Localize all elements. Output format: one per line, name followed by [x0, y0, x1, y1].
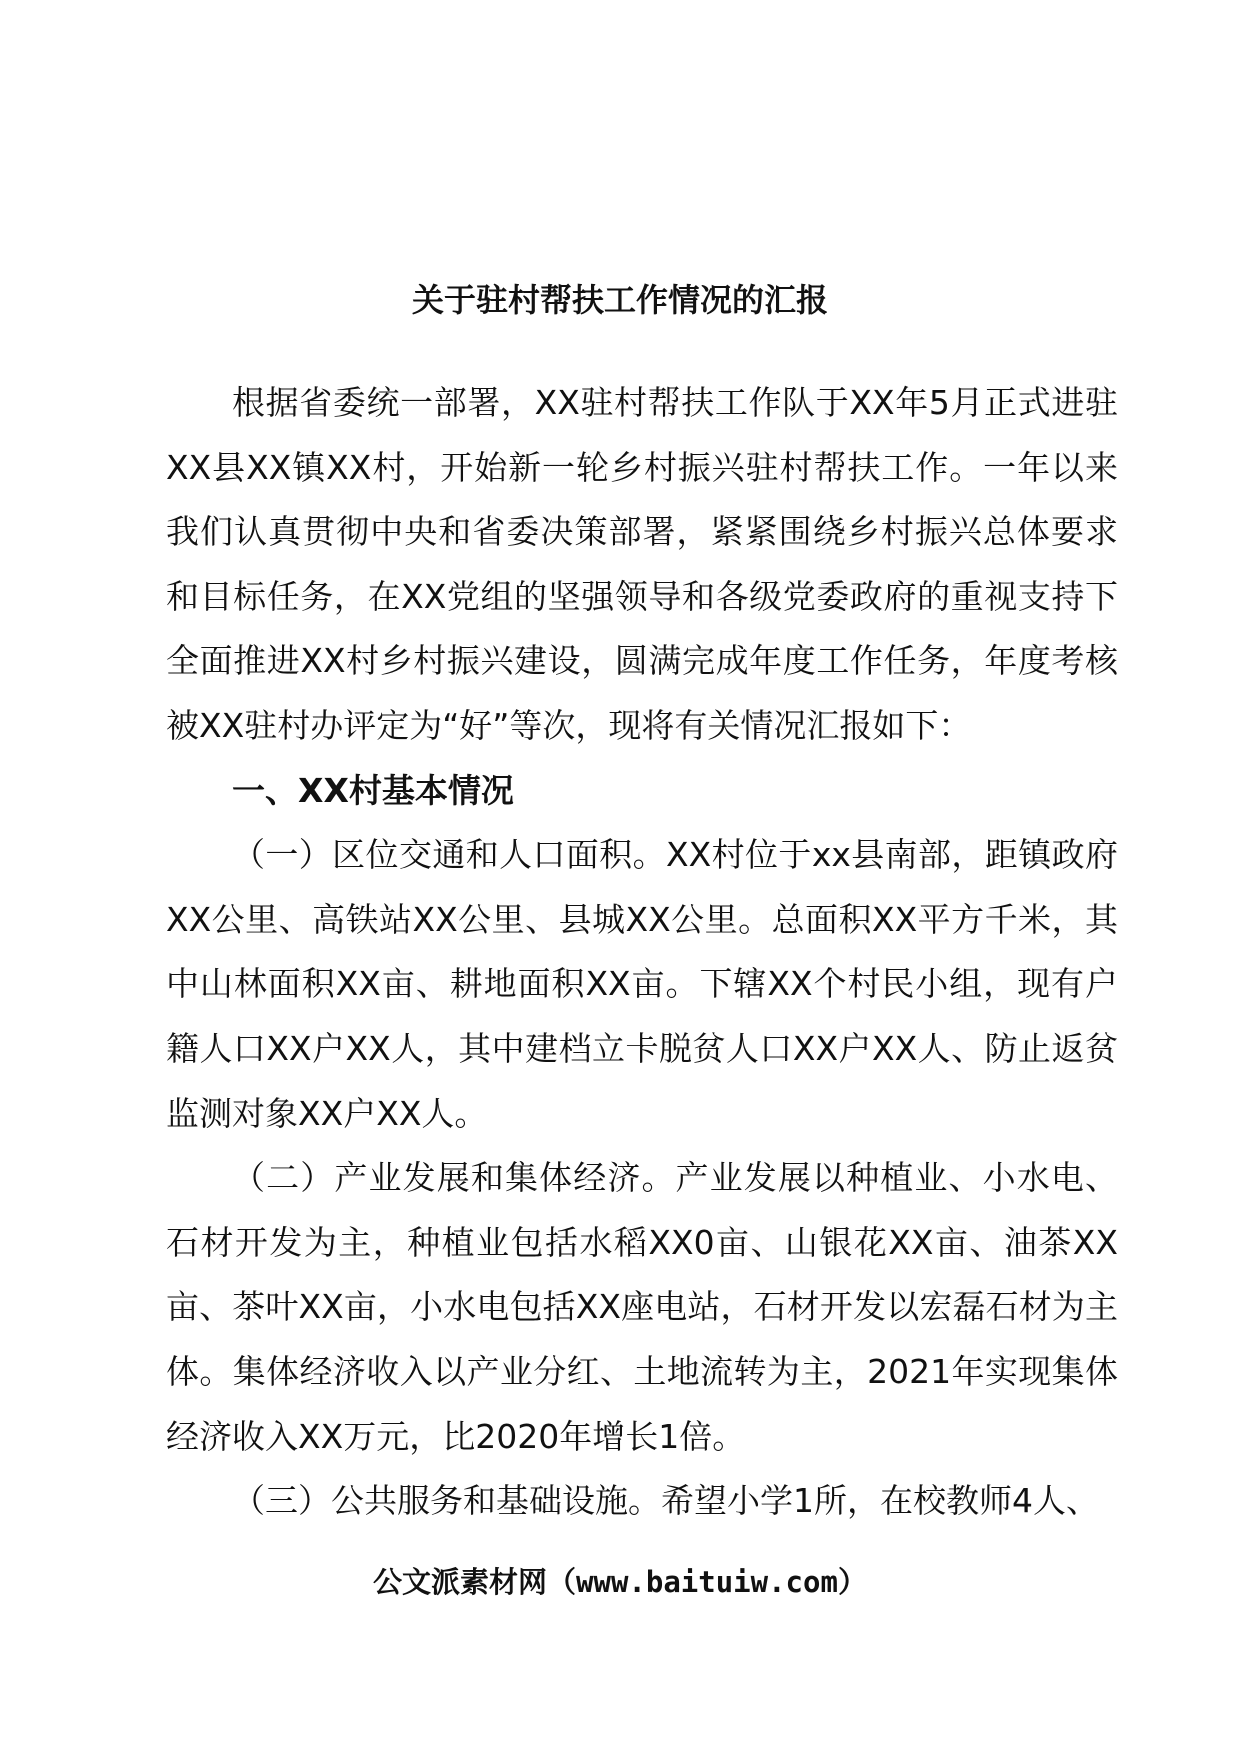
subsection-paragraph-3: （三）公共服务和基础设施。希望小学1所，在校教师4人、	[232, 1481, 1099, 1521]
footer-watermark: 公文派素材网（www.baituiw.com）	[373, 1565, 867, 1599]
intro-paragraph: 根据省委统一部署，XX驻村帮扶工作队于XX年5月正式进驻XX县XX镇XX村，开始新一轮乡村振兴驻村帮扶工作。一年以来我们认真贯彻中央和省委决策部署，紧紧围绕乡村振兴总体要求和目标任务，在XX党组的坚强领导和各级党委政府的重视支持下全面推进XX村乡村振兴建设，圆满完成年度工作任务，年度考核被XX驻村办评定为“好”等次，现将有关情况汇报如下：	[166, 383, 1118, 745]
subsection-paragraph-1: （一）区位交通和人口面积。XX村位于xx县南部，距镇政府XX公里、高铁站XX公里、县城XX公里。总面积XX平方千米，其中山林面积XX亩、耕地面积XX亩。下辖XX个村民小组，现有户籍人口XX户XX人，其中建档立卡脱贫人口XX户XX人、防止返贫监测对象XX户XX人。	[166, 835, 1118, 1133]
section-heading: 一、XX村基本情况	[232, 770, 514, 810]
document-body	[166, 371, 1118, 1534]
subsection-paragraph-2: （二）产业发展和集体经济。产业发展以种植业、小水电、石材开发为主，种植业包括水稻XX0亩、山银花XX亩、油茶XX亩、茶叶XX亩，小水电包括XX座电站，石材开发以宏磊石材为主体。集体经济收入以产业分红、土地流转为主，2021年实现集体经济收入XX万元，比2020年增长1倍。	[166, 1158, 1118, 1456]
document-title: 关于驻村帮扶工作情况的汇报	[411, 281, 828, 319]
